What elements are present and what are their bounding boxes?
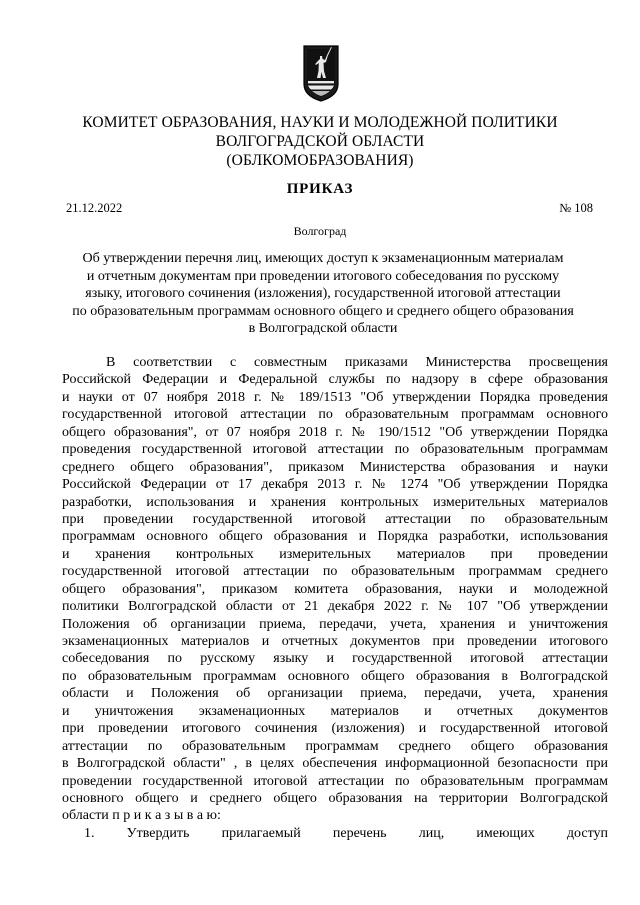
body-line: области п р и к а з ы в а ю:	[62, 808, 221, 824]
committee-line: (ОБЛКОМОБРАЗОВАНИЯ)	[226, 152, 414, 169]
body-line: Российской Федерации от 17 декабря 2013 г. № 1274 "Об утверждении Порядка	[62, 477, 608, 493]
order-city: Волгоград	[293, 224, 347, 238]
body-line: программам основного общего образования и Порядка разработки, использования	[62, 529, 608, 545]
document-title	[50, 250, 596, 338]
order-date: 21.12.2022	[66, 201, 123, 215]
body-line: области и Положения об организации приема, передачи, учета, хранения	[62, 686, 608, 702]
document-title-line: в Волгоградской области	[248, 321, 398, 336]
body-line: среднего общего образования", приказом Министерства образования и науки	[62, 459, 608, 475]
body-line: аттестации по образовательным программам среднего общего образования	[62, 738, 608, 754]
body-line: проведении государственной итоговой аттестации по образовательным программам	[62, 773, 608, 789]
body-line: Положения об организации приема, передачи, учета, хранения и уничтожения	[62, 616, 608, 632]
body-line: разработки, использования и хранения контрольных измерительных материалов	[62, 494, 608, 510]
committee-line: КОМИТЕТ ОБРАЗОВАНИЯ, НАУКИ И МОЛОДЕЖНОЙ ПОЛИТИКИ	[82, 114, 558, 131]
body-line: политики Волгоградской области от 21 декабря 2022 г. № 107 "Об утверждении	[62, 599, 608, 615]
item-1-line: 1. Утвердить прилагаемый перечень лиц, имеющих доступ	[84, 825, 608, 841]
document-title-line: и отчетным документам при проведении итогового собеседования по русскому	[86, 268, 560, 284]
body-line: общего образования", от 07 ноября 2018 г. № 190/1512 "Об утверждении Порядка	[62, 424, 608, 440]
body-line: в Волгоградской области" , в целях обеспечения информационной безопасности при	[62, 756, 608, 772]
body-line: государственной итоговой аттестации по образовательным программам среднего	[62, 564, 608, 580]
body-line: проведения государственной итоговой аттестации по образовательным программам	[62, 442, 608, 458]
body-line: по образовательным программам основного общего образования в Волгоградской	[62, 668, 608, 684]
document-title-line: Об утверждении перечня лиц, имеющих доступ к экзаменационным материалам	[82, 251, 564, 266]
body-line: собеседования по русскому языку и государственной итоговой аттестации	[62, 651, 608, 667]
order-number: № 108	[559, 201, 593, 215]
body-line: и хранения контрольных измерительных материалов при проведении	[62, 546, 608, 562]
committee-header	[40, 113, 600, 170]
document-title-line: по образовательным программам основного общего и среднего общего образования	[72, 303, 574, 319]
body-line: общего образования", приказом комитета образования, науки и молодежной	[62, 581, 608, 597]
body-paragraph	[62, 354, 608, 842]
committee-line: ВОЛГОГРАДСКОЙ ОБЛАСТИ	[215, 133, 425, 150]
body-line: государственной итоговой аттестации по образовательным программам основного	[62, 407, 608, 423]
body-line: и науки от 07 ноября 2018 г. № 189/1513 "Об утверждении Порядка проведения	[62, 389, 608, 405]
order-title: ПРИКАЗ	[286, 181, 354, 197]
body-line: Российской Федерации и Федеральной службы по надзору в сфере образования	[62, 372, 608, 388]
coat-of-arms-icon	[301, 44, 341, 102]
body-line: основного общего и среднего общего образования на территории Волгоградской	[62, 790, 608, 806]
body-line: при проведении государственной итоговой аттестации по образовательным	[62, 511, 608, 527]
body-line: В соответствии с совместным приказами Министерства просвещения	[106, 355, 608, 370]
body-line: при проведении итогового сочинения (изложения) и государственной итоговой	[62, 721, 608, 737]
document-title-line: языку, итогового сочинения (изложения), государственной итоговой аттестации	[85, 286, 561, 301]
body-line: и уничтожения экзаменационных материалов и отчетных документов	[62, 703, 608, 719]
body-line: экзаменационных материалов и отчетных документов при проведении итогового	[62, 634, 608, 649]
